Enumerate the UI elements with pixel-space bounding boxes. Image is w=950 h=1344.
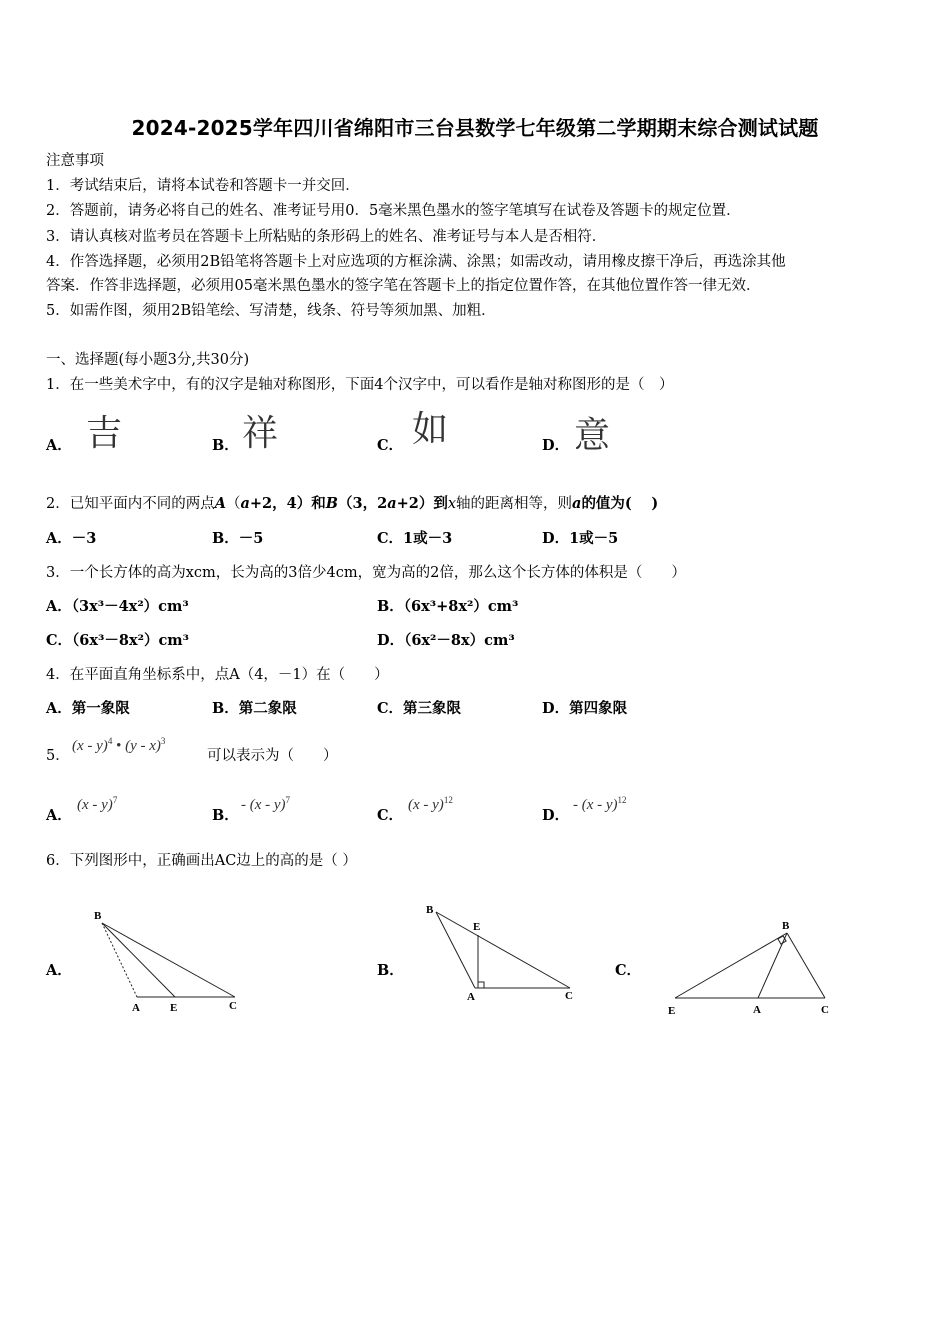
fig-b-label-b: B (426, 904, 434, 916)
q2-option-d: D．1或－5 (542, 530, 619, 547)
fig-c-side-bc (787, 933, 825, 998)
q5-exp-a: 4 (107, 736, 113, 746)
q2-text-6: 轴的距离相等，则 (456, 496, 573, 512)
q2-text-3: +2，4）和 (249, 495, 326, 512)
q1-glyph-xiang: 祥 (242, 413, 279, 454)
q5-option-a-base: (x - y) (77, 797, 113, 813)
q2-var-a1: a (240, 495, 250, 512)
q3-option-a: A．（3x³－4x²）cm³ (46, 598, 189, 615)
fig-a-side-bc (102, 923, 235, 997)
q5-option-c-label: C． (377, 807, 404, 824)
q5-option-b-expr (241, 795, 290, 814)
fig-a-label-c: C (229, 1000, 237, 1012)
q2-var-x: x (447, 496, 457, 512)
q6-figure-b (420, 895, 590, 1005)
q5-option-a-exp: 7 (112, 795, 118, 805)
notice-heading: 注意事项 (46, 153, 104, 169)
fig-c-label-c: C (821, 1004, 829, 1016)
q4-stem: 4．在平面直角坐标系中，点A（4，－1）在（ ） (46, 667, 389, 683)
q1-option-b-label: B． (212, 437, 239, 454)
q2-text-2: （ (226, 496, 241, 512)
q4-option-a: A．第一象限 (46, 700, 130, 717)
page-title: 2024-2025学年四川省绵阳市三台县数学七年级第二学期期末综合测试试题 (131, 116, 819, 140)
q5-option-c-base: (x - y) (408, 797, 444, 813)
q6-stem: 6．下列图形中，正确画出AC边上的高的是（ ） (46, 853, 357, 869)
q2-num: 2． (46, 496, 70, 512)
q2-var-a2: a (387, 495, 397, 512)
q1-option-d-label: D． (542, 437, 570, 454)
fig-a-label-e: E (170, 1002, 178, 1014)
fig-c-label-b: B (782, 920, 790, 932)
q4-option-c: C．第三象限 (377, 700, 462, 717)
fig-b-right-angle (478, 982, 484, 988)
q5-option-b-base: - (x - y) (241, 797, 286, 813)
q1-glyph-ru: 如 (412, 409, 449, 450)
q5-num: 5． (46, 748, 70, 764)
q5-dot: • (116, 738, 122, 754)
fig-c-side-eb (675, 933, 787, 998)
fig-b-side-bc (436, 912, 570, 988)
q2-point-a: A (214, 495, 226, 512)
fig-c-label-e: E (668, 1005, 676, 1017)
q2-text-4: （3，2 (338, 495, 388, 512)
fig-a-side-ba (102, 923, 137, 997)
q5-option-d-expr (573, 795, 627, 814)
q6-figure-c (665, 915, 845, 1025)
fig-b-label-e: E (473, 921, 481, 933)
fig-a-seg-be (102, 923, 175, 997)
fig-b-label-a: A (467, 991, 475, 1003)
section-heading: 一、选择题(每小题3分,共30分) (46, 352, 250, 368)
q5-exp-b: 3 (160, 736, 166, 746)
q2-option-c: C．1或－3 (377, 530, 453, 547)
q2-var-a3: a (572, 495, 582, 512)
q5-option-b-exp: 7 (285, 795, 291, 805)
q5-expression (72, 736, 165, 755)
q5-option-b-label: B． (212, 807, 239, 824)
q5-option-d-label: D． (542, 807, 570, 824)
notice-item-1: 1．考试结束后，请将本试卷和答题卡一并交回． (46, 178, 360, 194)
q5-option-d-base: - (x - y) (573, 797, 618, 813)
q5-option-c-exp: 12 (443, 795, 453, 805)
q4-option-d: D．第四象限 (542, 700, 628, 717)
q2-option-b: B．－5 (212, 530, 264, 547)
q1-glyph-ji: 吉 (86, 413, 123, 454)
q2-stem (46, 494, 658, 514)
notice-item-5: 5．如需作图，须用2B铅笔绘、写清楚，线条、符号等须加黑、加粗． (46, 303, 496, 319)
fig-b-label-c: C (565, 990, 573, 1002)
q4-option-b: B．第二象限 (212, 700, 297, 717)
notice-item-2: 2．答题前，请务必将自己的姓名、准考证号用0．5毫米黑色墨水的签字笔填写在试卷及答题卡的规定位置． (46, 203, 741, 219)
q2-text-1: 已知平面内不同的两点 (69, 496, 215, 512)
fig-c-label-a: A (753, 1004, 761, 1016)
q3-option-c: C．（6x³－8x²）cm³ (46, 632, 189, 649)
q6-figure-a (90, 905, 250, 1015)
q2-option-a: A．－3 (46, 530, 97, 547)
fig-a-label-b: B (94, 910, 102, 922)
q3-stem: 3．一个长方体的高为xcm，长为高的3倍少4cm，宽为高的2倍，那么这个长方体的体积是（ ） (46, 565, 686, 581)
q5-option-c-expr (408, 795, 453, 814)
q5-expr-b: (y - x) (125, 738, 161, 754)
q1-option-c-label: C． (377, 437, 404, 454)
q5-tail: 可以表示为（ ） (207, 748, 338, 764)
q3-option-d: D．（6x²－8x）cm³ (377, 632, 515, 649)
q6-option-a-label: A． (46, 962, 72, 979)
q2-text-5: +2）到 (396, 495, 448, 512)
fig-a-label-a: A (132, 1002, 140, 1014)
notice-item-3: 3．请认真核对监考员在答题卡上所粘贴的条形码上的姓名、准考证号与本人是否相符． (46, 229, 607, 245)
q5-option-a-label: A． (46, 807, 72, 824)
q2-point-b: B (325, 495, 338, 512)
q2-text-7: 的值为( ) (581, 495, 659, 512)
notice-item-4: 4．作答选择题，必须用2B铅笔将答题卡上对应选项的方框涂满、涂黑；如需改动，请用橡皮擦干净后，再选涂其他 (46, 254, 786, 270)
q1-option-a-label: A． (46, 437, 72, 454)
q5-option-d-exp: 12 (617, 795, 627, 805)
q6-option-b-label: B． (377, 962, 404, 979)
notice-item-4-cont: 答案．作答非选择题，必须用05毫米黑色墨水的签字笔在答题卡上的指定位置作答，在其他位置作答一律无效． (46, 278, 761, 294)
q5-expr-a: (x - y) (72, 738, 108, 754)
q5-option-a-expr (77, 795, 117, 814)
q1-glyph-yi: 意 (574, 415, 611, 456)
q6-option-c-label: C． (615, 962, 642, 979)
q1-stem: 1．在一些美术字中，有的汉字是轴对称图形，下面4个汉字中，可以看作是轴对称图形的是（ ） (46, 377, 674, 393)
q3-option-b: B．（6x³+8x²）cm³ (377, 598, 519, 615)
